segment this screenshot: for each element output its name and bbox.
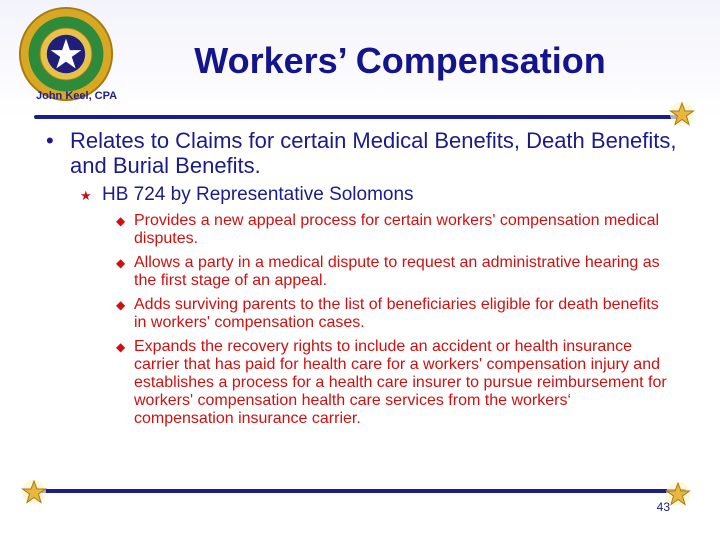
slide-body [40, 128, 680, 428]
bullet-level-2 [80, 184, 680, 206]
diamond-bullet-icon: ◆ [116, 256, 126, 270]
bullet-level-3 [116, 338, 674, 428]
slide-title: Workers’ Compensation [194, 40, 606, 81]
bullet-level-3 [116, 296, 674, 332]
bullet-text: Adds surviving parents to the list of beneficiaries eligible for death benefits in workers' compensation cases. [134, 296, 659, 331]
bullet-text: Relates to Claims for certain Medical Benefits, Death Benefits, and Burial Benefits. [70, 128, 677, 178]
top-divider [34, 115, 686, 119]
bullet-level-1 [40, 128, 680, 178]
bullet-level-3 [116, 254, 674, 290]
diamond-bullet-icon: ◆ [116, 340, 126, 354]
star-icon [21, 479, 47, 505]
bullet-level-3 [116, 212, 674, 248]
star-bullet-icon: ★ [80, 188, 92, 203]
seal-caption: John Keel, CPA [36, 90, 118, 102]
state-auditor-seal [18, 6, 114, 102]
bullet-text: Provides a new appeal process for certain workers' compensation medical disputes. [134, 212, 660, 247]
bullet-text: Allows a party in a medical dispute to request an administrative hearing as the first stage of an appeal. [134, 254, 660, 289]
diamond-bullet-icon: ◆ [116, 214, 126, 228]
page-number: 43 [656, 500, 670, 514]
bullet-text: Expands the recovery rights to include an accident or health insurance carrier that has paid for health care for a workers' compensation injury and establishes a process for a health care insurer to pursue reimbursement for workers' compensation health care services from the workers‘ compensation insurance carrier. [134, 338, 667, 427]
bottom-divider [34, 489, 686, 493]
bullet-text: HB 724 by Representative Solomons [102, 184, 414, 205]
diamond-bullet-icon: ◆ [116, 298, 126, 312]
star-icon [669, 101, 695, 127]
dot-bullet-icon: • [46, 128, 54, 153]
